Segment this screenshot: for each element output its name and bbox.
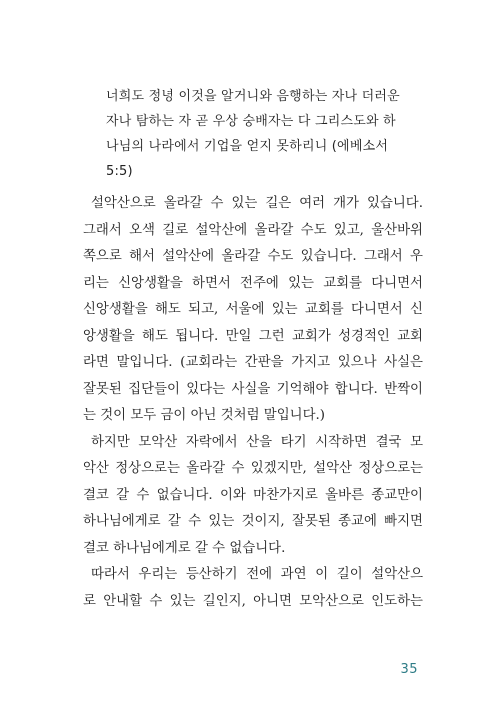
body-line: 리는 신앙생활을 하면서 전주에 있는 교회를 다니면서 (83, 275, 423, 291)
body-text (83, 191, 423, 615)
body-line: 악산 정상으로는 올라갈 수 있겠지만, 설악산 정상으로는 (83, 461, 423, 476)
quote-line: 나님의 나라에서 기업을 얻지 못하리니 (에베소서 (106, 139, 389, 154)
body-line: 쪽으로 해서 설악산에 올라갈 수도 있습니다. 그래서 우 (83, 249, 423, 264)
body-line: 앙생활을 해도 됩니다. 만일 그런 교회가 성경적인 교회 (83, 328, 423, 344)
body-line: 하지만 모악산 자락에서 산을 타기 시작하면 결국 모 (91, 434, 423, 450)
scripture-quote (106, 84, 426, 184)
body-line: 그래서 오색 길로 설악산에 올라갈 수도 있고, 울산바위 (83, 222, 423, 238)
quote-line: 5:5) (106, 164, 133, 179)
body-line: 설악산으로 올라갈 수 있는 길은 여러 개가 있습니다. (91, 196, 423, 211)
body-line: 신앙생활을 해도 되고, 서울에 있는 교회를 다니면서 신 (83, 302, 423, 317)
body-line: 잘못된 집단들이 있다는 사실을 기억해야 합니다. 반짝이 (83, 381, 423, 397)
body-line: 하나님에게로 갈 수 있는 것이지, 잘못된 종교에 빠지면 (83, 514, 423, 529)
body-line: 로 안내할 수 있는 길인지, 아니면 모악산으로 인도하는 (83, 593, 423, 609)
body-line: 따라서 우리는 등산하기 전에 과연 이 길이 설악산으 (91, 567, 423, 582)
page-number: 35 (400, 662, 418, 677)
quote-line: 너희도 정녕 이것을 알거니와 음행하는 자나 더러운 (106, 89, 400, 104)
body-line: 라면 말입니다. (교회라는 간판을 가지고 있으나 사실은 (83, 355, 423, 370)
body-line: 결코 갈 수 없습니다. 이와 마찬가지로 올바른 종교만이 (83, 487, 423, 503)
body-line: 결코 하나님에게로 갈 수 없습니다. (83, 540, 286, 556)
quote-line: 자나 탐하는 자 곧 우상 숭배자는 다 그리스도와 하 (106, 114, 396, 129)
body-line: 는 것이 모두 금이 아닌 것처럼 말입니다.) (83, 408, 325, 423)
